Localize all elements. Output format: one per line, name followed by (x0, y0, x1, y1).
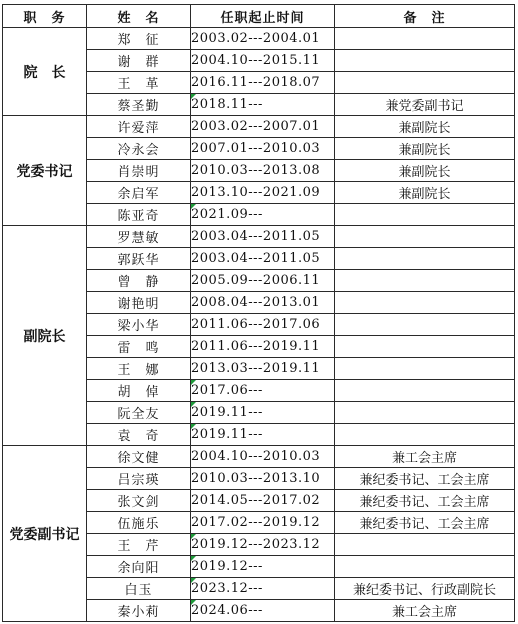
term-text: 2023.12--- (191, 581, 263, 596)
name-text: 伍施乐 (117, 517, 160, 532)
note-cell (335, 600, 515, 622)
table-row (3, 226, 515, 248)
term-text: 2017.06--- (191, 383, 263, 398)
term-cell (191, 402, 335, 424)
term-text: 2013.10---2021.09 (191, 185, 321, 200)
name-cell (87, 138, 191, 160)
group-vice-president-label: 副院长 (3, 226, 87, 446)
name-cell (87, 402, 191, 424)
header-note: 备 注 (335, 5, 515, 28)
note-text: 兼纪委书记、行政副院长 (352, 583, 496, 598)
name-cell (87, 600, 191, 622)
note-text: 兼纪委书记、工会主席 (359, 473, 490, 488)
term-cell (191, 94, 335, 116)
note-cell (335, 446, 515, 468)
name-text: 冷永会 (117, 143, 160, 158)
note-text: 兼工会主席 (391, 451, 457, 466)
name-text: 白玉 (124, 583, 153, 598)
name-cell (87, 424, 191, 446)
term-cell (191, 292, 335, 314)
cell-marker-icon (191, 380, 196, 385)
term-text: 2021.09--- (191, 207, 263, 222)
cell-marker-icon (191, 578, 196, 583)
note-cell (335, 72, 515, 94)
note-cell (335, 28, 515, 50)
note-cell (335, 490, 515, 512)
term-cell (191, 380, 335, 402)
name-cell (87, 556, 191, 578)
term-text: 2010.03---2013.08 (191, 163, 321, 178)
term-cell (191, 226, 335, 248)
note-cell (335, 534, 515, 556)
note-cell (335, 380, 515, 402)
name-cell (87, 248, 191, 270)
name-text: 陈亚奇 (117, 209, 160, 224)
note-cell (335, 358, 515, 380)
name-text: 许爱萍 (117, 121, 160, 136)
note-cell (335, 292, 515, 314)
term-text: 2018.11--- (191, 97, 263, 112)
term-text: 2003.04---2011.05 (191, 251, 321, 266)
note-text: 兼副院长 (398, 143, 451, 158)
note-cell (335, 94, 515, 116)
cell-marker-icon (191, 424, 196, 429)
name-cell (87, 490, 191, 512)
term-cell (191, 248, 335, 270)
name-text: 胡 倬 (117, 385, 160, 400)
term-text: 2011.06---2019.11 (191, 339, 321, 354)
term-text: 2010.03---2013.10 (191, 471, 321, 486)
name-text: 郭跃华 (117, 253, 160, 268)
term-text: 2016.11---2018.07 (191, 75, 321, 90)
note-cell (335, 314, 515, 336)
name-text: 阮全友 (117, 407, 160, 422)
name-text: 雷 鸣 (117, 341, 160, 356)
name-cell (87, 204, 191, 226)
name-text: 王 娜 (117, 363, 160, 378)
term-cell (191, 490, 335, 512)
header-name: 姓 名 (87, 5, 191, 28)
note-cell (335, 50, 515, 72)
name-cell (87, 182, 191, 204)
table-body (3, 28, 515, 622)
term-cell (191, 204, 335, 226)
name-text: 袁 奇 (117, 429, 160, 444)
name-text: 曾 静 (117, 275, 160, 290)
note-cell (335, 402, 515, 424)
note-cell (335, 116, 515, 138)
name-cell (87, 534, 191, 556)
name-cell (87, 28, 191, 50)
name-cell (87, 72, 191, 94)
name-cell (87, 270, 191, 292)
name-text: 肖崇明 (117, 165, 160, 180)
cell-marker-icon (191, 402, 196, 407)
term-cell (191, 138, 335, 160)
cell-marker-icon (191, 600, 196, 605)
cell-marker-icon (191, 94, 196, 99)
term-text: 2019.12---2023.12 (191, 537, 321, 552)
term-cell (191, 72, 335, 94)
term-text: 2003.04---2011.05 (191, 229, 321, 244)
note-cell (335, 556, 515, 578)
term-cell (191, 116, 335, 138)
term-text: 2019.12--- (191, 559, 263, 574)
name-text: 郑 征 (117, 33, 160, 48)
term-cell (191, 556, 335, 578)
name-text: 梁小华 (117, 319, 160, 334)
name-cell (87, 512, 191, 534)
header-term: 任职起止时间 (191, 5, 335, 28)
note-cell (335, 578, 515, 600)
term-text: 2014.05---2017.02 (191, 493, 321, 508)
term-text: 2011.06---2017.06 (191, 317, 321, 332)
name-cell (87, 380, 191, 402)
term-cell (191, 358, 335, 380)
note-text: 兼副院长 (398, 165, 451, 180)
name-text: 谢艳明 (117, 297, 160, 312)
group-president-label: 院 长 (3, 28, 87, 116)
note-cell (335, 270, 515, 292)
term-cell (191, 50, 335, 72)
table-row (3, 28, 515, 50)
name-text: 王 革 (117, 77, 160, 92)
header-row (3, 5, 515, 28)
term-text: 2004.10---2015.11 (191, 53, 321, 68)
table-row (3, 446, 515, 468)
name-cell (87, 336, 191, 358)
term-cell (191, 424, 335, 446)
term-text: 2008.04---2013.01 (191, 295, 321, 310)
term-text: 2013.03---2019.11 (191, 361, 321, 376)
name-text: 谢 群 (117, 55, 160, 70)
note-text: 兼纪委书记、工会主席 (359, 495, 490, 510)
name-cell (87, 578, 191, 600)
note-cell (335, 182, 515, 204)
name-text: 罗慧敏 (117, 231, 160, 246)
term-cell (191, 28, 335, 50)
group-party-secretary-label: 党委书记 (3, 116, 87, 226)
header-position: 职 务 (3, 5, 87, 28)
name-cell (87, 226, 191, 248)
term-cell (191, 182, 335, 204)
name-text: 张文剑 (117, 495, 160, 510)
name-cell (87, 116, 191, 138)
cell-marker-icon (191, 204, 196, 209)
term-text: 2004.10---2010.03 (191, 449, 321, 464)
term-text: 2005.09---2006.11 (191, 273, 321, 288)
cell-marker-icon (191, 556, 196, 561)
term-cell (191, 336, 335, 358)
note-cell (335, 160, 515, 182)
note-text: 兼工会主席 (391, 605, 457, 620)
name-cell (87, 358, 191, 380)
term-text: 2019.11--- (191, 405, 263, 420)
term-cell (191, 314, 335, 336)
term-text: 2019.11--- (191, 427, 263, 442)
cell-marker-icon (191, 534, 196, 539)
name-text: 吕宗瑛 (117, 473, 160, 488)
term-cell (191, 468, 335, 490)
note-cell (335, 204, 515, 226)
name-text: 王 芹 (117, 539, 160, 554)
term-cell (191, 512, 335, 534)
term-text: 2003.02---2004.01 (191, 31, 321, 46)
group-deputy-party-secretary-label: 党委副书记 (3, 446, 87, 622)
note-cell (335, 226, 515, 248)
name-text: 徐文健 (117, 451, 160, 466)
name-cell (87, 160, 191, 182)
note-text: 兼副院长 (398, 121, 451, 136)
term-cell (191, 578, 335, 600)
note-cell (335, 336, 515, 358)
term-cell (191, 270, 335, 292)
note-text: 兼党委副书记 (385, 99, 464, 114)
term-cell (191, 600, 335, 622)
name-cell (87, 314, 191, 336)
name-text: 蔡圣勤 (117, 99, 160, 114)
note-cell (335, 138, 515, 160)
term-cell (191, 446, 335, 468)
name-cell (87, 94, 191, 116)
name-text: 余向阳 (117, 561, 160, 576)
term-cell (191, 534, 335, 556)
note-cell (335, 512, 515, 534)
term-text: 2017.02---2019.12 (191, 515, 321, 530)
leadership-table (2, 4, 515, 622)
term-text: 2024.06--- (191, 603, 263, 618)
term-text: 2003.02---2007.01 (191, 119, 321, 134)
note-cell (335, 424, 515, 446)
name-text: 秦小莉 (117, 605, 160, 620)
name-cell (87, 446, 191, 468)
name-text: 余启军 (117, 187, 160, 202)
term-text: 2007.01---2010.03 (191, 141, 321, 156)
term-cell (191, 160, 335, 182)
name-cell (87, 468, 191, 490)
note-text: 兼纪委书记、工会主席 (359, 517, 490, 532)
note-cell (335, 248, 515, 270)
name-cell (87, 50, 191, 72)
note-cell (335, 468, 515, 490)
name-cell (87, 292, 191, 314)
note-text: 兼副院长 (398, 187, 451, 202)
table-row (3, 116, 515, 138)
